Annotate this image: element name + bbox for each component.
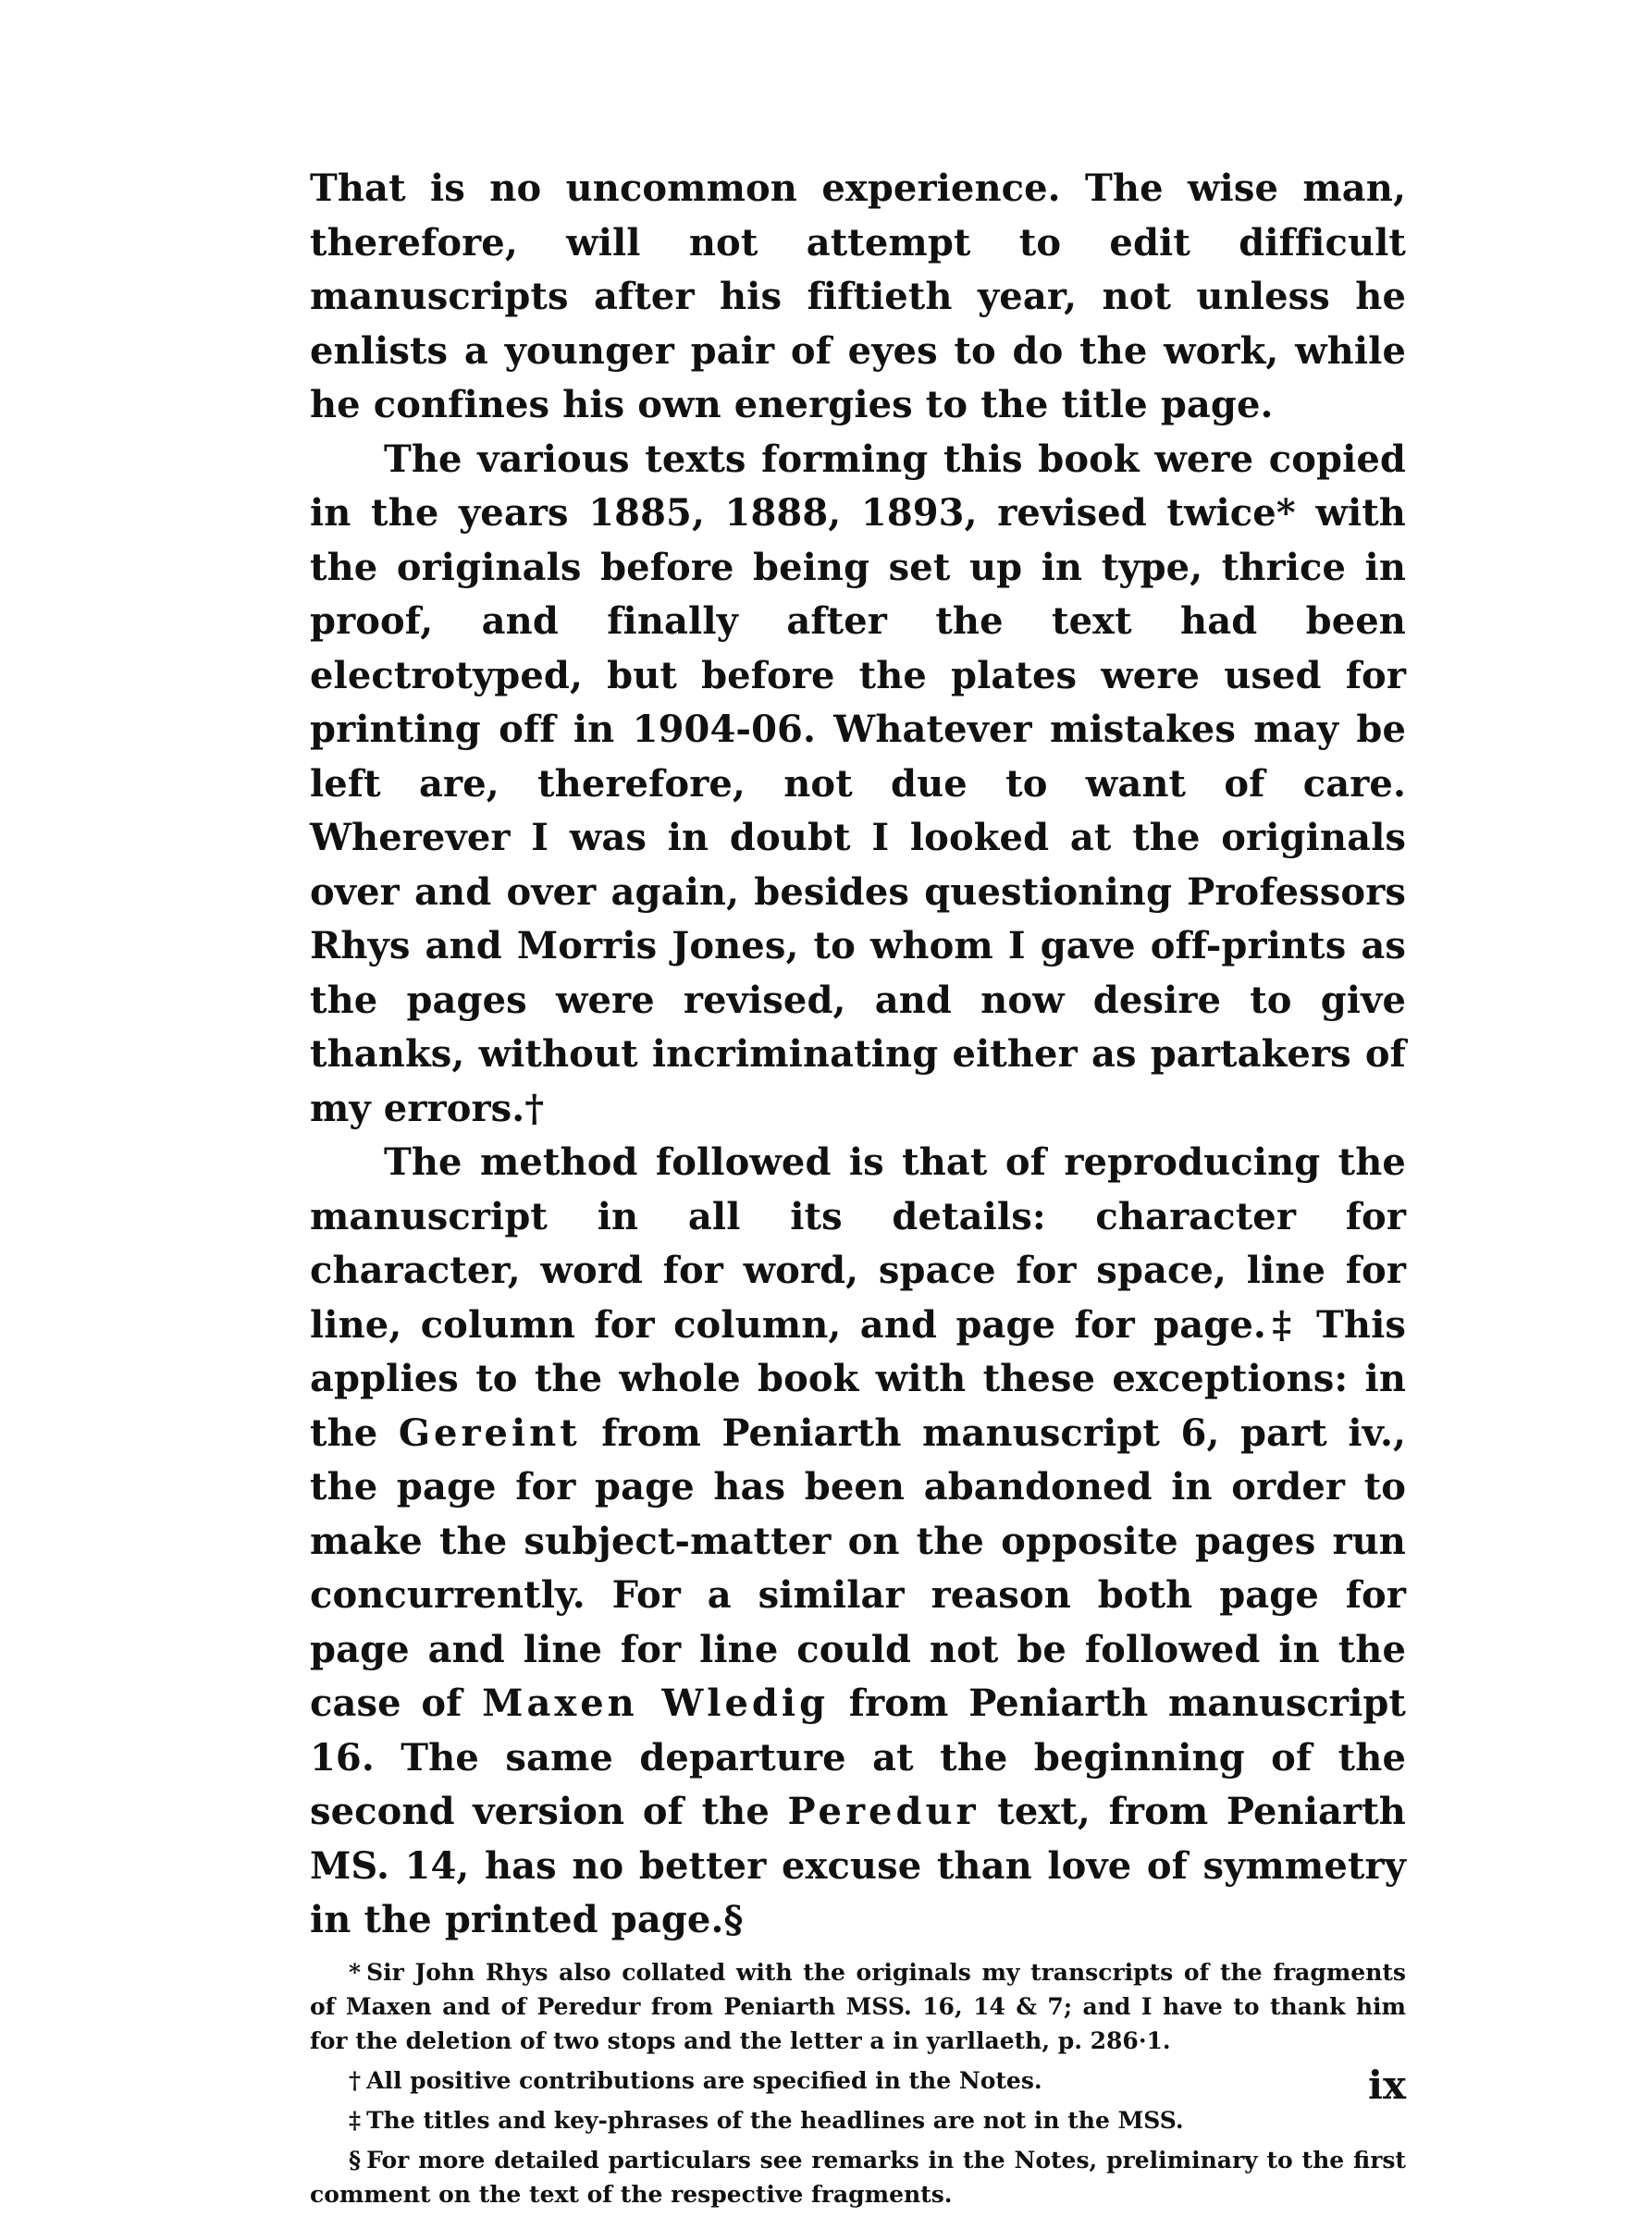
title-gereint: Gereint [398, 1410, 581, 1455]
title-peredur: Peredur [787, 1790, 980, 1833]
paragraph-3-text-a: The method followed is that of reproducing the manuscript in all its details: character for character, word for word, space for space, line for line, column for column, and page for page.‡ This applies to the whole book with these exceptions: in the [310, 1140, 1406, 1455]
paragraph-3-text-g: text, from Peniarth MS. 14, has no better excuse than love of symmetry in the printed page.§ [310, 1790, 1406, 1941]
footnote-1 [310, 1955, 1406, 2058]
footnote-text: All positive contributions are specified in the Notes. [366, 2066, 1042, 2094]
page-body [310, 162, 1406, 2217]
page-number: ix [1368, 2063, 1406, 2108]
footnote-text: For more detailed particulars see remarks in the Notes, preliminary to the first comment on the text of the respective fragments. [310, 2146, 1406, 2208]
paragraph-3-text-c: from Peniarth manuscript 6, part iv., the page for page has been abandoned in order to make the subject-matter on the opposite pages run concurrently. For a similar reason both page for page and line for line could not be followed in the case of [310, 1410, 1406, 1725]
footnotes [310, 1955, 1406, 2211]
footnote-mark: § [349, 2146, 362, 2174]
footnote-3 [310, 2103, 1406, 2137]
paragraph-3 [310, 1136, 1406, 1948]
paragraph-3-text-e: from Peniarth manuscript 16. The same departure at the beginning of the second version of the [310, 1681, 1407, 1833]
footnote-2 [310, 2063, 1406, 2098]
footnote-text: The titles and key-phrases of the headlines are not in the MSS. [366, 2106, 1184, 2134]
footnote-4 [310, 2143, 1406, 2211]
title-maxen-wledig: Maxen Wledig [482, 1681, 830, 1725]
footnote-text: Sir John Rhys also collated with the originals my transcripts of the fragments of Maxen and of Peredur from Peniarth MSS. 16, 14 & 7; and I have to thank him for the deletion of two stops and the letter a in yarllaeth, p. 286·1. [310, 1958, 1406, 2054]
paragraph-1: That is no uncommon experience. The wise man, therefore, will not attempt to edit difficult manuscripts after his fiftieth year, not unless he enlists a younger pair of eyes to do the work, while he confines his own energies to the title page. [310, 166, 1406, 426]
footnote-mark: ‡ [349, 2106, 362, 2134]
paragraph-2: The various texts forming this book were copied in the years 1885, 1888, 1893, revised twice* with the originals before being set up in type, thrice in proof, and finally after the text had been electrotyped, but before the plates were used for printing off in 1904-06. Whatever mistakes may be left are, therefore, not due to want of care. Wherever I was in doubt I looked at the originals over and over again, besides questioning Professors Rhys and Morris Jones, to whom I gave off-prints as the pages were revised, and now desire to give thanks, without incriminating either as partakers of my errors.† [310, 437, 1406, 1130]
footnote-mark: * [349, 1958, 362, 1986]
footnote-mark: † [349, 2066, 362, 2094]
